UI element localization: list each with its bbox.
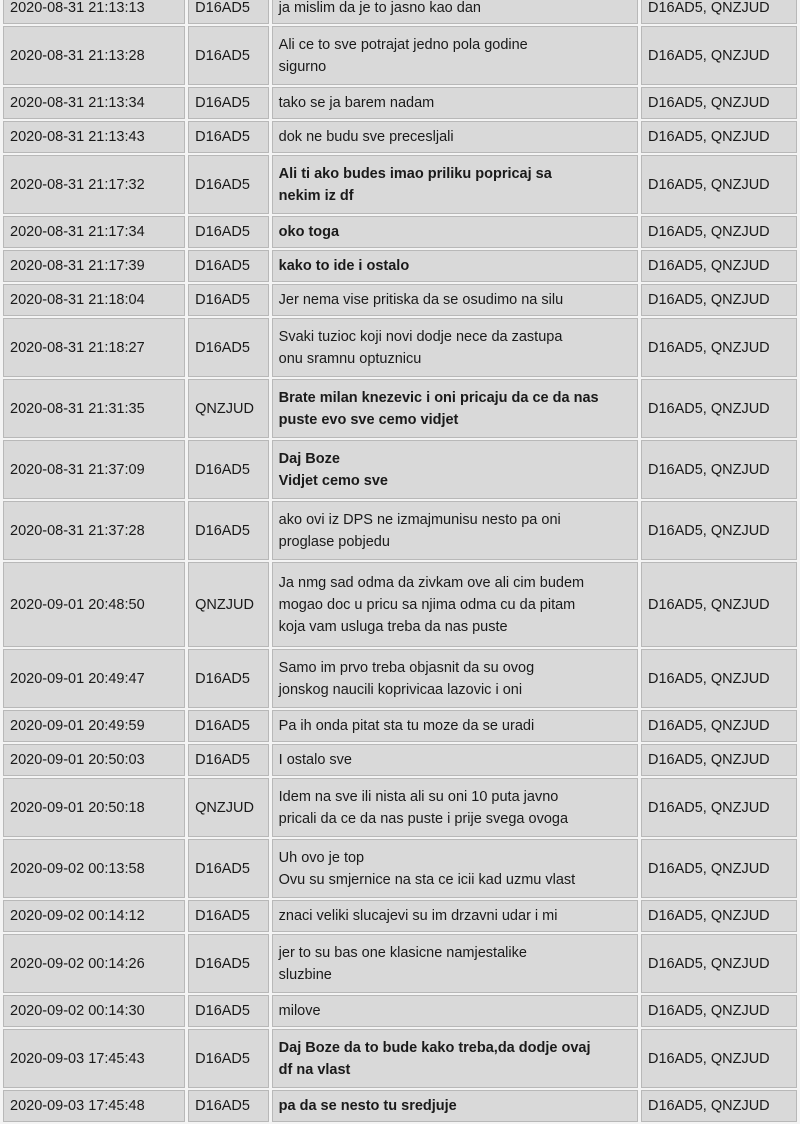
message-line: Vidjet cemo sve — [278, 472, 389, 489]
timestamp-cell: 2020-09-02 00:14:12 — [3, 900, 185, 932]
participants-cell: D16AD5, QNZJUD — [641, 649, 797, 708]
timestamp-cell: 2020-08-31 21:18:27 — [3, 318, 185, 377]
table-row — [3, 649, 797, 708]
message-line: ja mislim da je to jasno kao dan — [278, 0, 481, 16]
message-cell — [272, 155, 638, 214]
timestamp-cell: 2020-09-02 00:13:58 — [3, 839, 185, 898]
timestamp-cell: 2020-09-03 17:45:48 — [3, 1090, 185, 1122]
message-cell — [272, 250, 638, 282]
participants-cell: D16AD5, QNZJUD — [641, 900, 797, 932]
message-line: Ja nmg sad odma da zivkam ove ali cim budem — [278, 574, 585, 591]
participants-cell: D16AD5, QNZJUD — [641, 1090, 797, 1122]
table-row — [3, 121, 797, 153]
sender-cell: QNZJUD — [188, 778, 269, 837]
message-line: pa da se nesto tu sredjuje — [278, 1098, 457, 1114]
participants-cell: D16AD5, QNZJUD — [641, 744, 797, 776]
message-line: milove — [278, 1003, 321, 1019]
message-cell — [272, 1090, 638, 1122]
message-line: proglase pobjedu — [278, 533, 390, 550]
table-row — [3, 900, 797, 932]
timestamp-cell: 2020-08-31 21:31:35 — [3, 379, 185, 438]
sender-cell: D16AD5 — [188, 934, 269, 993]
table-row — [3, 778, 797, 837]
sender-cell: D16AD5 — [188, 744, 269, 776]
table-row — [3, 318, 797, 377]
message-line: Pa ih onda pitat sta tu moze da se uradi — [278, 718, 535, 734]
message-line: oko toga — [278, 224, 340, 240]
message-cell — [272, 995, 638, 1027]
message-line: Ovu su smjernice na sta ce icii kad uzmu vlast — [278, 871, 576, 888]
timestamp-cell: 2020-09-01 20:49:59 — [3, 710, 185, 742]
message-cell — [272, 26, 638, 85]
sender-cell: QNZJUD — [188, 379, 269, 438]
table-row — [3, 155, 797, 214]
sender-cell: D16AD5 — [188, 710, 269, 742]
participants-cell: D16AD5, QNZJUD — [641, 562, 797, 647]
participants-cell: D16AD5, QNZJUD — [641, 1029, 797, 1088]
participants-cell: D16AD5, QNZJUD — [641, 710, 797, 742]
timestamp-cell: 2020-08-31 21:13:43 — [3, 121, 185, 153]
sender-cell: D16AD5 — [188, 87, 269, 119]
message-cell — [272, 778, 638, 837]
participants-cell: D16AD5, QNZJUD — [641, 995, 797, 1027]
message-line: Svaki tuzioc koji novi dodje nece da zastupa — [278, 328, 563, 345]
table-row — [3, 440, 797, 499]
timestamp-cell: 2020-09-01 20:48:50 — [3, 562, 185, 647]
message-cell — [272, 839, 638, 898]
timestamp-cell: 2020-09-03 17:45:43 — [3, 1029, 185, 1088]
timestamp-cell: 2020-08-31 21:37:09 — [3, 440, 185, 499]
participants-cell: D16AD5, QNZJUD — [641, 440, 797, 499]
participants-cell: D16AD5, QNZJUD — [641, 26, 797, 85]
message-cell — [272, 562, 638, 647]
participants-cell: D16AD5, QNZJUD — [641, 250, 797, 282]
table-row — [3, 87, 797, 119]
sender-cell: D16AD5 — [188, 649, 269, 708]
table-row — [3, 26, 797, 85]
message-line: jer to su bas one klasicne namjestalike — [278, 944, 527, 961]
sender-cell: D16AD5 — [188, 216, 269, 248]
message-line: tako se ja barem nadam — [278, 95, 435, 111]
message-line: df na vlast — [278, 1061, 351, 1078]
sender-cell: D16AD5 — [188, 1029, 269, 1088]
table-row — [3, 284, 797, 316]
sender-cell: D16AD5 — [188, 250, 269, 282]
message-line: mogao doc u pricu sa njima odma cu da pitam — [278, 596, 576, 613]
participants-cell: D16AD5, QNZJUD — [641, 216, 797, 248]
table-row — [3, 562, 797, 647]
message-cell — [272, 744, 638, 776]
sender-cell: D16AD5 — [188, 121, 269, 153]
timestamp-cell: 2020-08-31 21:18:04 — [3, 284, 185, 316]
message-cell — [272, 501, 638, 560]
participants-cell: D16AD5, QNZJUD — [641, 0, 797, 24]
message-line: sluzbine — [278, 966, 332, 983]
message-cell — [272, 318, 638, 377]
message-line: Ali ce to sve potrajat jedno pola godine — [278, 36, 528, 53]
sender-cell: D16AD5 — [188, 501, 269, 560]
timestamp-cell: 2020-09-01 20:49:47 — [3, 649, 185, 708]
message-line: onu sramnu optuznicu — [278, 350, 422, 367]
message-log-body — [3, 0, 797, 1122]
table-row — [3, 0, 797, 24]
message-line: I ostalo sve — [278, 752, 352, 768]
message-line: sigurno — [278, 58, 327, 75]
message-line: Samo im prvo treba objasnit da su ovog — [278, 659, 535, 676]
message-cell — [272, 284, 638, 316]
message-line: dok ne budu sve precesljali — [278, 129, 454, 145]
message-line: puste evo sve cemo vidjet — [278, 411, 459, 428]
message-line: Daj Boze — [278, 450, 340, 467]
table-row — [3, 934, 797, 993]
timestamp-cell: 2020-09-01 20:50:03 — [3, 744, 185, 776]
sender-cell: D16AD5 — [188, 318, 269, 377]
participants-cell: D16AD5, QNZJUD — [641, 778, 797, 837]
table-row — [3, 710, 797, 742]
message-cell — [272, 1029, 638, 1088]
timestamp-cell: 2020-08-31 21:17:32 — [3, 155, 185, 214]
sender-cell: D16AD5 — [188, 26, 269, 85]
table-row — [3, 216, 797, 248]
message-line: pricali da ce da nas puste i prije svega ovoga — [278, 810, 569, 827]
sender-cell: D16AD5 — [188, 1090, 269, 1122]
message-line: znaci veliki slucajevi su im drzavni udar i mi — [278, 908, 558, 924]
timestamp-cell: 2020-08-31 21:17:34 — [3, 216, 185, 248]
participants-cell: D16AD5, QNZJUD — [641, 318, 797, 377]
sender-cell: D16AD5 — [188, 839, 269, 898]
table-row — [3, 501, 797, 560]
message-line: Idem na sve ili nista ali su oni 10 puta javno — [278, 788, 559, 805]
timestamp-cell: 2020-08-31 21:17:39 — [3, 250, 185, 282]
message-line: kako to ide i ostalo — [278, 258, 410, 274]
table-row — [3, 839, 797, 898]
timestamp-cell: 2020-08-31 21:37:28 — [3, 501, 185, 560]
timestamp-cell: 2020-08-31 21:13:34 — [3, 87, 185, 119]
message-line: koja vam usluga treba da nas puste — [278, 618, 508, 635]
table-row — [3, 250, 797, 282]
message-cell — [272, 0, 638, 24]
sender-cell: D16AD5 — [188, 995, 269, 1027]
message-cell — [272, 121, 638, 153]
message-cell — [272, 649, 638, 708]
message-cell — [272, 440, 638, 499]
sender-cell: QNZJUD — [188, 562, 269, 647]
message-line: Ali ti ako budes imao priliku popricaj sa — [278, 165, 552, 182]
message-line: nekim iz df — [278, 187, 354, 204]
timestamp-cell: 2020-09-02 00:14:30 — [3, 995, 185, 1027]
message-cell — [272, 934, 638, 993]
table-row — [3, 379, 797, 438]
message-cell — [272, 379, 638, 438]
message-line: ako ovi iz DPS ne izmajmunisu nesto pa oni — [278, 511, 561, 528]
participants-cell: D16AD5, QNZJUD — [641, 839, 797, 898]
participants-cell: D16AD5, QNZJUD — [641, 934, 797, 993]
sender-cell: D16AD5 — [188, 0, 269, 24]
table-row — [3, 1090, 797, 1122]
message-cell — [272, 87, 638, 119]
table-row — [3, 744, 797, 776]
sender-cell: D16AD5 — [188, 440, 269, 499]
timestamp-cell: 2020-09-01 20:50:18 — [3, 778, 185, 837]
table-row — [3, 1029, 797, 1088]
sender-cell: D16AD5 — [188, 155, 269, 214]
message-line: Brate milan knezevic i oni pricaju da ce da nas — [278, 389, 599, 406]
timestamp-cell: 2020-08-31 21:13:13 — [3, 0, 185, 24]
message-line: jonskog naucili koprivicaa lazovic i oni — [278, 681, 523, 698]
message-line: Uh ovo je top — [278, 849, 365, 866]
message-cell — [272, 710, 638, 742]
participants-cell: D16AD5, QNZJUD — [641, 284, 797, 316]
participants-cell: D16AD5, QNZJUD — [641, 155, 797, 214]
sender-cell: D16AD5 — [188, 284, 269, 316]
message-line: Daj Boze da to bude kako treba,da dodje ovaj — [278, 1039, 591, 1056]
timestamp-cell: 2020-09-02 00:14:26 — [3, 934, 185, 993]
message-line: Jer nema vise pritiska da se osudimo na silu — [278, 292, 564, 308]
timestamp-cell: 2020-08-31 21:13:28 — [3, 26, 185, 85]
participants-cell: D16AD5, QNZJUD — [641, 379, 797, 438]
message-cell — [272, 216, 638, 248]
participants-cell: D16AD5, QNZJUD — [641, 87, 797, 119]
participants-cell: D16AD5, QNZJUD — [641, 121, 797, 153]
sender-cell: D16AD5 — [188, 900, 269, 932]
participants-cell: D16AD5, QNZJUD — [641, 501, 797, 560]
table-row — [3, 995, 797, 1027]
message-cell — [272, 900, 638, 932]
